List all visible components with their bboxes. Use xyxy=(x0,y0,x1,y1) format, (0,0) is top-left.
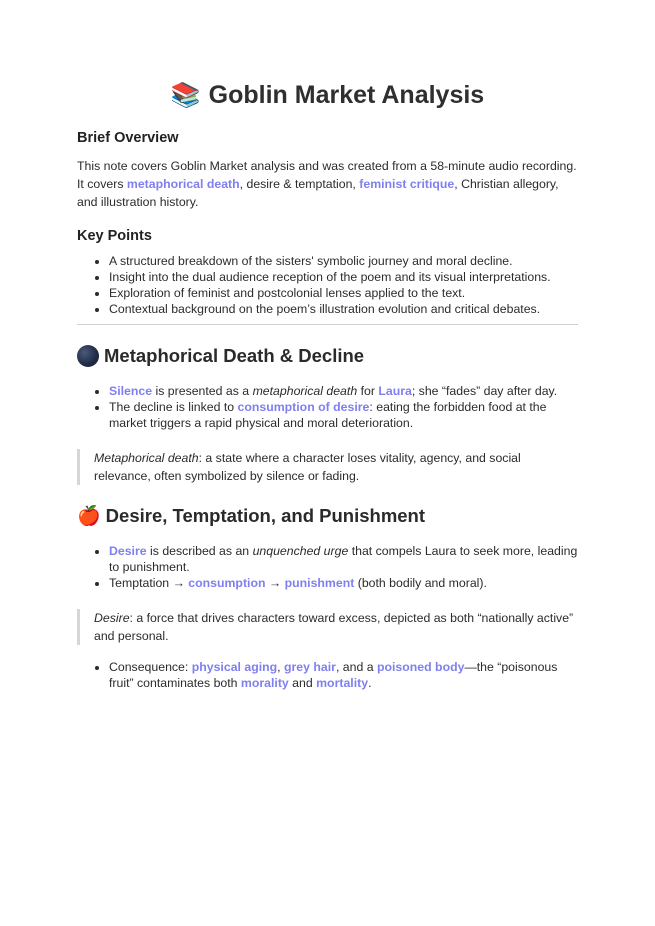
list-item: • Consequence: physical aging, grey hair, and a poisoned body—the “poisonous fruit” contaminates both morality and mortality. xyxy=(109,659,578,691)
definition-quote: Metaphorical death: a state where a character loses vitality, agency, and social relevance, often symbolized by silence or fading. xyxy=(77,449,578,485)
list-item: • Exploration of feminist and postcolonial lenses applied to the text. xyxy=(109,285,578,301)
highlight-metaphorical-death: metaphorical death xyxy=(126,177,240,191)
highlight-feminist-critique: feminist critique xyxy=(359,177,455,191)
list-item: • Contextual background on the poem’s illustration evolution and critical debates. xyxy=(109,301,578,317)
overview-heading: Brief Overview xyxy=(77,130,179,146)
list-item: • Insight into the dual audience reception of the poem and its visual interpretations. xyxy=(109,269,578,285)
apple-icon: 🍎 xyxy=(77,506,101,527)
section-metaphorical-death xyxy=(77,343,578,485)
section-divider xyxy=(77,324,578,325)
document-page xyxy=(0,78,655,926)
overview-paragraph: This note covers Goblin Market analysis and was created from a 58-minute audio recording. It covers metaphorical death, desire & temptation, feminist critique, Christian allegory, and illustration history. xyxy=(77,159,577,209)
bullet-list xyxy=(77,659,578,691)
section-heading xyxy=(77,503,578,529)
list-item: • Temptation → consumption → punishment (both bodily and moral). xyxy=(109,575,578,591)
key-points-list xyxy=(77,253,578,317)
list-item: • The decline is linked to consumption of desire: eating the forbidden food at the market triggers a rapid physical and moral deterioration. xyxy=(109,399,578,431)
list-item: • Silence is presented as a metaphorical death for Laura; she “fades” day after day. xyxy=(109,383,578,399)
list-item: • A structured breakdown of the sisters' symbolic journey and moral decline. xyxy=(109,253,578,269)
bullet-list xyxy=(77,383,578,431)
section-heading xyxy=(77,343,578,369)
page-title-text: Goblin Market Analysis xyxy=(208,80,485,109)
page-title xyxy=(77,78,578,112)
list-item: • Desire is described as an unquenched urge that compels Laura to seek more, leading to punishment. xyxy=(109,543,578,575)
books-icon: 📚 xyxy=(170,81,201,109)
section-heading-text: Desire, Temptation, and Punishment xyxy=(105,505,426,526)
definition-quote: Desire: a force that drives characters toward excess, depicted as both “nationally active” and personal. xyxy=(77,609,578,645)
section-desire xyxy=(77,503,578,691)
new-moon-icon xyxy=(77,345,99,367)
section-heading-text: Metaphorical Death & Decline xyxy=(104,345,365,366)
bullet-list xyxy=(77,543,578,591)
key-points-heading: Key Points xyxy=(77,228,152,244)
